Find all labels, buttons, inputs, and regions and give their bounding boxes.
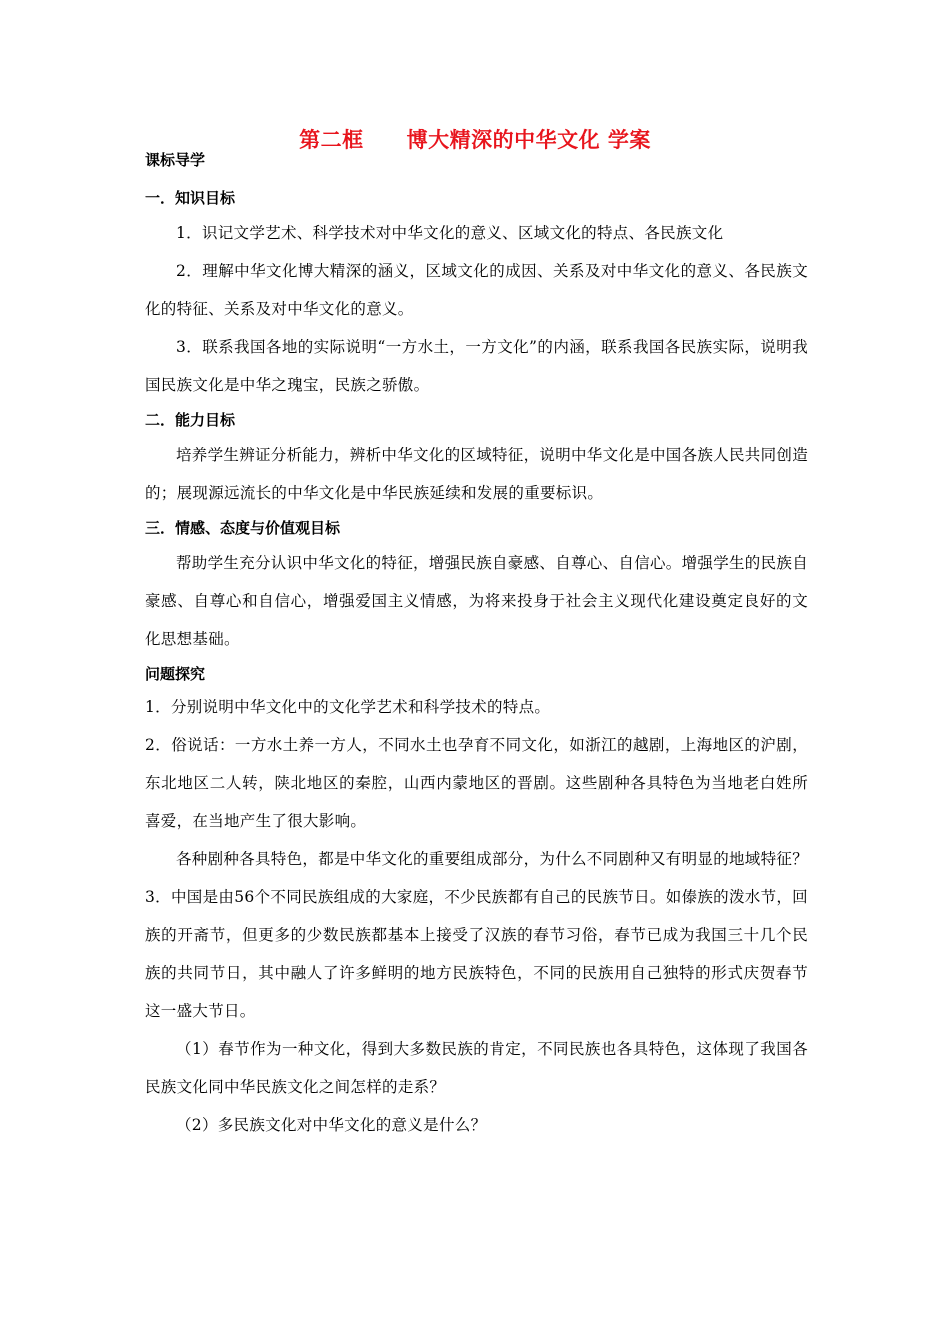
knowledge-item-3: 3．联系我国各地的实际说明“一方水土，一方文化”的内涵，联系我国各民族实际，说明我国民族文化是中华之瑰宝，民族之骄傲。 <box>145 338 808 394</box>
question-3-part-1: （1）春节作为一种文化，得到大多数民族的肯定，不同民族也各具特色，这体现了我国各民族文化同中华民族文化之间怎样的走系？ <box>145 1040 808 1096</box>
page-title: 第二框 博大精深的中华文化 学案 <box>299 128 651 152</box>
question-1: 1．分别说明中华文化中的文化学艺术和科学技术的特点。 <box>145 698 551 716</box>
knowledge-item-2: 2．理解中华文化博大精深的涵义，区域文化的成因、关系及对中华文化的意义、各民族文化的特征、关系及对中华文化的意义。 <box>145 262 808 318</box>
section-heading-guide: 课标导学 <box>145 151 206 169</box>
question-2: 2．俗说话：一方水土养一方人，不同水土也孕育不同文化，如浙江的越剧，上海地区的沪剧，东北地区二人转，陕北地区的秦腔，山西内蒙地区的晋剧。这些剧种各具特色为当地老白姓所喜爱，在当地产生了很大影响。 <box>145 736 808 830</box>
emotion-heading: 三．情感、态度与价值观目标 <box>145 519 341 537</box>
question-3: 3．中国是由56个不同民族组成的大家庭，不少民族都有自己的民族节日。如傣族的泼水节，回族的开斋节，但更多的少数民族都基本上接受了汉族的春节习俗，春节已成为我国三十几个民族的共同节日，其中融人了许多鲜明的地方民族特色，不同的民族用自己独特的形式庆贺春节这一盛大节日。 <box>145 888 808 1020</box>
question-2-follow-up: 各种剧种各具特色，都是中华文化的重要组成部分，为什么不同剧种又有明显的地域特征？ <box>176 850 809 868</box>
emotion-text: 帮助学生充分认识中华文化的特征，增强民族自豪感、自尊心、自信心。增强学生的民族自豪感、自尊心和自信心，增强爱国主义情感，为将来投身于社会主义现代化建设奠定良好的文化思想基础。 <box>145 554 809 648</box>
ability-text: 培养学生辨证分析能力，辨析中华文化的区域特征，说明中华文化是中国各族人民共同创造的；展现源远流长的中华文化是中华民族延续和发展的重要标识。 <box>145 446 809 502</box>
inquiry-heading: 问题探究 <box>145 665 206 683</box>
knowledge-item-1: 1．识记文学艺术、科学技术对中华文化的意义、区域文化的特点、各民族文化 <box>176 224 724 242</box>
knowledge-heading: 一．知识目标 <box>145 189 236 207</box>
document-body <box>145 150 808 1144</box>
ability-heading: 二．能力目标 <box>145 411 236 429</box>
question-3-part-2: （2）多民族文化对中华文化的意义是什么？ <box>176 1116 487 1134</box>
